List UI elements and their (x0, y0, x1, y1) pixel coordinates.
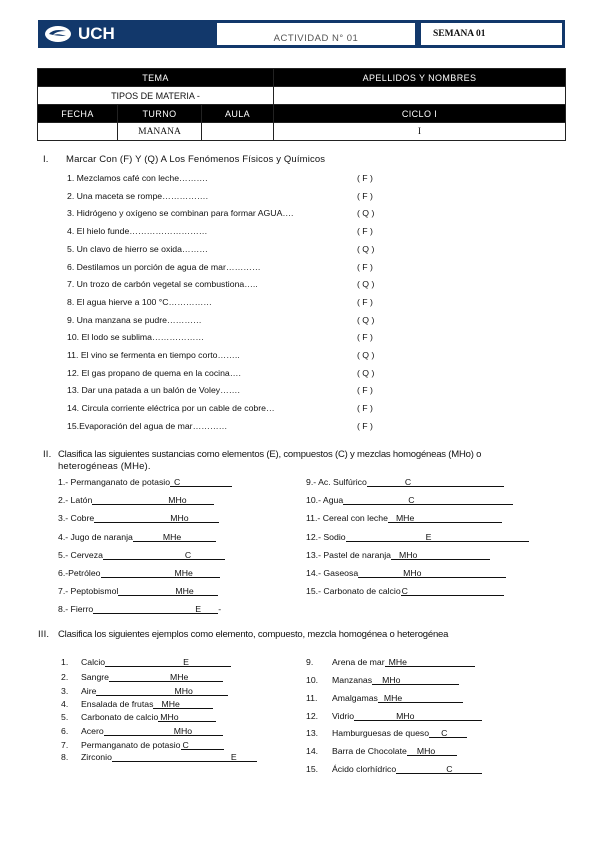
classify-row (306, 586, 504, 596)
classify-label: Hamburguesas de queso (332, 728, 430, 738)
classify-row (81, 740, 224, 750)
classify-row (332, 675, 459, 685)
statement-answer[interactable]: ( F ) (357, 403, 373, 414)
classify-row (81, 726, 223, 736)
statement-answer[interactable]: ( F ) (357, 226, 373, 237)
week-label: SEMANA 01 (433, 29, 486, 39)
classify-answer: C (182, 740, 189, 750)
classify-row (332, 693, 463, 703)
classify-row (58, 550, 225, 560)
classify-label: 8.- Fierro (58, 604, 94, 615)
statement-item: 8. El agua hierve a 100 °C…………… (67, 296, 212, 307)
fecha-cell[interactable] (38, 123, 118, 141)
turno-header: TURNO (118, 105, 202, 123)
classify-label: 10.- Agua (306, 495, 344, 506)
example-number: 4. (61, 699, 69, 709)
classify-row (81, 752, 257, 762)
tipos-cell: TIPOS DE MATERIA - (38, 87, 274, 105)
classify-row (332, 764, 482, 774)
example-number: 14. (306, 746, 319, 756)
section1-title: Marcar Con (F) Y (Q) A Los Fenómenos Físicos y Químicos (66, 154, 326, 165)
example-number: 5. (61, 712, 69, 722)
answer-blank[interactable] (391, 550, 490, 560)
statement-item: 11. El vino se fermenta en tiempo corto…….. (67, 350, 240, 360)
classify-row (58, 532, 216, 542)
classify-label: 12.- Sodio (306, 531, 346, 542)
classify-label: Zirconio (81, 752, 112, 762)
section2-title-line1: Clasifica las siguientes sustancias como elementos (E), compuestos (C) y mezclas homogéneas (MHo) o (58, 449, 482, 460)
answer-blank[interactable] (105, 657, 231, 667)
classify-row (306, 568, 506, 578)
classify-label: Ácido clorhídrico (332, 764, 397, 774)
classify-label: Arena de mar (332, 657, 385, 667)
example-number: 12. (306, 711, 319, 721)
example-number: 3. (61, 686, 69, 696)
classify-answer: MHe (161, 699, 180, 709)
classify-answer: MHe (175, 586, 194, 597)
statement-answer[interactable]: ( Q ) (357, 243, 375, 254)
dash: - (218, 604, 222, 615)
classify-row (306, 532, 529, 542)
classify-answer: MHo (416, 746, 436, 756)
section2-title-line2: heterogéneas (MHe). (58, 461, 151, 472)
classify-label: 5.- Cerveza (58, 549, 103, 560)
classify-label: 9.- Ac. Sulfúrico (306, 477, 367, 487)
classify-label: 6.-Petróleo (58, 568, 101, 578)
statement-answer[interactable]: ( F ) (357, 261, 373, 272)
statement-item: 4. El hielo funde……………………… (67, 226, 208, 237)
example-number: 6. (61, 726, 69, 736)
statement-answer[interactable]: ( Q ) (357, 314, 375, 325)
classify-answer: MHe (174, 568, 193, 578)
classify-answer: MHo (403, 568, 422, 578)
statement-answer[interactable]: ( Q ) (357, 279, 375, 290)
classify-answer: MHo (396, 711, 415, 721)
classify-label: Ensalada de frutas (81, 699, 154, 709)
classify-row (332, 746, 457, 756)
statement-item: 3. Hidrógeno y oxígeno se combinan para formar AGUA…. (67, 208, 294, 219)
answer-blank[interactable] (93, 604, 218, 614)
section1-number: I. (43, 154, 49, 165)
statement-item: 2. Una maceta se rompe……………. (67, 190, 208, 201)
classify-label: 3.- Cobre (58, 513, 95, 524)
statement-item: 15.Evaporación del agua de mar………… (67, 420, 228, 431)
classify-answer: MHe (170, 672, 189, 682)
statement-item: 12. El gas propano de quema en la cocina…. (67, 367, 241, 378)
classify-row (306, 477, 504, 487)
ciclo-header: CICLO I (274, 105, 566, 123)
example-number: 15. (306, 764, 319, 774)
classify-answer: E (230, 752, 237, 762)
answer-blank[interactable] (358, 568, 506, 578)
classify-answer: MHo (382, 675, 401, 685)
classify-row (58, 604, 221, 614)
classify-row (81, 672, 223, 682)
answer-blank[interactable] (367, 477, 504, 487)
classify-answer: MHo (173, 726, 193, 736)
logo-text: UCH (78, 24, 115, 43)
classify-label: Barra de Chocolate (332, 746, 407, 756)
statement-answer[interactable]: ( F ) (357, 296, 373, 307)
classify-row (306, 550, 490, 560)
statement-item: 5. Un clavo de hierro se oxida……… (67, 243, 208, 254)
answer-blank[interactable] (104, 726, 223, 736)
uch-logo (44, 22, 164, 46)
answer-blank[interactable] (103, 550, 225, 560)
statement-answer[interactable]: ( Q ) (357, 367, 375, 378)
classify-label: 11.- Cereal con leche (306, 513, 388, 524)
classify-answer: MHe (162, 531, 182, 542)
classify-answer: MHe (383, 693, 403, 703)
answer-blank[interactable] (94, 513, 219, 523)
aula-cell[interactable] (202, 123, 274, 141)
example-number: 11. (306, 693, 318, 703)
statement-answer[interactable]: ( Q ) (357, 350, 375, 360)
classify-row (81, 699, 213, 709)
example-number: 2. (61, 672, 69, 682)
classify-answer: MHo (174, 686, 193, 696)
classify-answer: E (183, 657, 189, 667)
statement-item: 10. El lodo se sublima……………… (67, 332, 205, 343)
section3-title: Clasifica los siguientes ejemplos como elemento, compuesto, mezcla homogénea o heterogénea (58, 629, 449, 640)
statement-item: 7. Un trozo de carbón vegetal se combustiona….. (67, 279, 258, 290)
classify-label: Manzanas (332, 675, 373, 685)
uch-logo-icon (44, 25, 72, 43)
statement-answer[interactable]: ( F ) (357, 420, 373, 431)
answer-blank[interactable] (158, 712, 216, 722)
classify-label: Vidrio (332, 711, 355, 721)
classify-row (58, 568, 220, 578)
classify-label: Sangre (81, 672, 110, 682)
classify-answer: C (174, 477, 181, 487)
classify-label: Permanganato de potasio (81, 740, 181, 750)
classify-label: Amalgamas (332, 693, 378, 703)
classify-label: 1.- Permanganato de potasio (58, 477, 171, 487)
section3-number: III. (38, 629, 50, 640)
statement-answer[interactable]: ( F ) (357, 190, 373, 201)
example-number: 1. (61, 657, 69, 667)
answer-blank[interactable] (401, 586, 504, 596)
classify-row (332, 657, 475, 667)
aula-header: AULA (202, 105, 274, 123)
classify-row (58, 513, 219, 523)
answer-blank[interactable] (153, 699, 213, 709)
example-number: 8. (61, 752, 69, 762)
statement-answer[interactable]: ( F ) (357, 332, 373, 343)
answer-blank[interactable] (354, 711, 482, 721)
answer-blank[interactable] (378, 693, 463, 703)
statement-item: 13. Dar una patada a un balón de Voley……. (67, 385, 240, 396)
classify-row (81, 657, 231, 667)
classify-label: 2.- Latón (58, 495, 93, 506)
answer-blank[interactable] (429, 728, 467, 738)
answer-blank[interactable] (343, 495, 513, 505)
ciclo-cell: I (274, 123, 566, 141)
classify-row (58, 477, 232, 487)
activity-box (216, 22, 416, 46)
classify-row (332, 711, 482, 721)
classify-label: Carbonato de calcio (81, 712, 159, 722)
names-header: APELLIDOS Y NOMBRES (274, 69, 566, 87)
statement-item: 1. Mezclamos café con leche………. (67, 173, 208, 183)
classify-answer: C (401, 586, 408, 597)
classify-answer: E (195, 604, 202, 615)
classify-label: 14.- Gaseosa (306, 568, 359, 578)
statement-answer[interactable]: ( F ) (357, 173, 373, 183)
activity-label: ACTIVIDAD N° 01 (273, 33, 359, 44)
classify-label: Calcio (81, 657, 106, 667)
classify-label: 15.- Carbonato de calcio (306, 586, 401, 597)
classify-row (81, 712, 216, 722)
answer-blank[interactable] (396, 764, 482, 774)
answer-blank[interactable] (407, 746, 457, 756)
answer-blank[interactable] (385, 657, 475, 667)
classify-answer: MHo (170, 513, 189, 524)
classify-label: 7.- Peptobismol (58, 586, 119, 597)
answer-blank[interactable] (118, 586, 218, 596)
tema-header: TEMA (38, 69, 274, 87)
statement-answer[interactable]: ( F ) (357, 385, 373, 396)
classify-answer: C (408, 495, 415, 506)
example-number: 9. (306, 657, 314, 667)
answer-blank[interactable] (112, 752, 257, 762)
statement-item: 6. Destilamos un porción de agua de mar………… (67, 261, 261, 272)
classify-answer: C (441, 728, 448, 738)
classify-answer: MHo (399, 549, 418, 560)
example-number: 7. (61, 740, 69, 750)
statement-item: 9. Una manzana se pudre………… (67, 314, 202, 325)
classify-row (81, 686, 228, 696)
statement-answer[interactable]: ( Q ) (357, 208, 375, 219)
classify-answer: MHo (160, 712, 179, 722)
classify-row (332, 728, 467, 738)
answer-blank[interactable] (96, 686, 228, 696)
names-cell[interactable] (274, 87, 566, 105)
fecha-header: FECHA (38, 105, 118, 123)
turno-cell: MANANA (118, 123, 202, 141)
answer-blank[interactable] (170, 477, 232, 487)
section2-number: II. (43, 449, 52, 460)
classify-row (306, 513, 502, 523)
classify-row (58, 586, 218, 596)
answer-blank[interactable] (133, 532, 216, 542)
example-number: 10. (306, 675, 319, 685)
classify-answer: MHo (168, 495, 187, 506)
classify-answer: C (184, 549, 192, 560)
classify-label: 4.- Jugo de naranja (58, 531, 133, 542)
answer-blank[interactable] (181, 740, 224, 750)
classify-row (306, 495, 513, 505)
answer-blank[interactable] (109, 672, 223, 682)
answer-blank[interactable] (388, 513, 502, 523)
statement-item: 14. Circula corriente eléctrica por un cable de cobre… (67, 403, 275, 414)
answer-blank[interactable] (92, 495, 214, 505)
answer-blank[interactable] (372, 675, 459, 685)
classify-answer: C (404, 477, 412, 487)
info-table (37, 68, 566, 141)
classify-row (58, 495, 214, 505)
classify-label: Aire (81, 686, 97, 696)
example-number: 13. (306, 728, 319, 738)
answer-blank[interactable] (101, 568, 220, 578)
classify-label: 13.- Pastel de naranja (306, 549, 392, 560)
classify-answer: MHe (395, 513, 415, 524)
classify-answer: MHe (388, 657, 407, 667)
answer-blank[interactable] (346, 532, 529, 542)
classify-answer: C (446, 764, 453, 774)
classify-answer: E (425, 531, 432, 542)
classify-label: Acero (81, 726, 104, 736)
week-box (420, 22, 563, 46)
